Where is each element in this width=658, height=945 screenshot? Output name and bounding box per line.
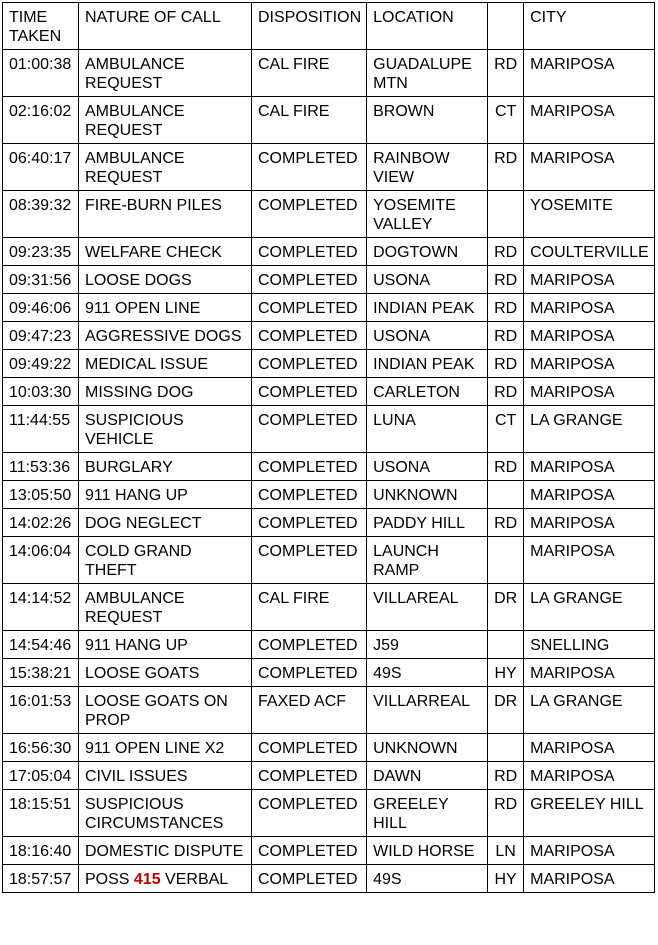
nature-cell: AMBULANCE REQUEST — [79, 584, 252, 631]
city-cell: MARIPOSA — [524, 734, 655, 762]
street-suffix-cell: RD — [488, 762, 524, 790]
location-cell: INDIAN PEAK — [367, 350, 488, 378]
location-cell: CARLETON — [367, 378, 488, 406]
table-row — [3, 537, 655, 584]
city-cell: GREELEY HILL — [524, 790, 655, 837]
disposition-cell: COMPLETED — [252, 734, 367, 762]
location-cell: J59 — [367, 631, 488, 659]
disposition-cell: COMPLETED — [252, 537, 367, 584]
nature-cell: SUSPICIOUS CIRCUMSTANCES — [79, 790, 252, 837]
location-cell: UNKNOWN — [367, 734, 488, 762]
nature-text: VERBAL — [160, 871, 229, 888]
disposition-cell: COMPLETED — [252, 790, 367, 837]
disposition-cell: COMPLETED — [252, 481, 367, 509]
table-row — [3, 790, 655, 837]
city-cell: MARIPOSA — [524, 50, 655, 97]
time-cell: 14:02:26 — [3, 509, 79, 537]
time-cell: 14:14:52 — [3, 584, 79, 631]
time-cell: 09:49:22 — [3, 350, 79, 378]
location-cell: INDIAN PEAK — [367, 294, 488, 322]
nature-cell: MEDICAL ISSUE — [79, 350, 252, 378]
city-cell: MARIPOSA — [524, 865, 655, 893]
time-cell: 14:06:04 — [3, 537, 79, 584]
time-cell: 18:15:51 — [3, 790, 79, 837]
nature-cell: LOOSE DOGS — [79, 266, 252, 294]
header-suffix — [488, 3, 524, 50]
street-suffix-cell — [488, 537, 524, 584]
time-cell: 02:16:02 — [3, 97, 79, 144]
street-suffix-cell — [488, 631, 524, 659]
header-time: TIME TAKEN — [3, 3, 79, 50]
disposition-cell: COMPLETED — [252, 406, 367, 453]
city-cell: LA GRANGE — [524, 406, 655, 453]
city-cell: MARIPOSA — [524, 294, 655, 322]
nature-cell: FIRE-BURN PILES — [79, 191, 252, 238]
street-suffix-cell: RD — [488, 350, 524, 378]
street-suffix-cell: RD — [488, 238, 524, 266]
disposition-cell: COMPLETED — [252, 191, 367, 238]
location-cell: 49S — [367, 659, 488, 687]
city-cell: MARIPOSA — [524, 837, 655, 865]
city-cell: LA GRANGE — [524, 687, 655, 734]
location-cell: BROWN — [367, 97, 488, 144]
time-cell: 01:00:38 — [3, 50, 79, 97]
city-cell: MARIPOSA — [524, 378, 655, 406]
street-suffix-cell — [488, 734, 524, 762]
location-cell: WILD HORSE — [367, 837, 488, 865]
time-cell: 16:56:30 — [3, 734, 79, 762]
nature-cell: 911 HANG UP — [79, 481, 252, 509]
table-row — [3, 837, 655, 865]
table-row — [3, 50, 655, 97]
location-cell: LAUNCH RAMP — [367, 537, 488, 584]
nature-cell: SUSPICIOUS VEHICLE — [79, 406, 252, 453]
street-suffix-cell: LN — [488, 837, 524, 865]
street-suffix-cell: RD — [488, 378, 524, 406]
table-row — [3, 865, 655, 893]
location-cell: RAINBOW VIEW — [367, 144, 488, 191]
time-cell: 08:39:32 — [3, 191, 79, 238]
table-row — [3, 294, 655, 322]
nature-cell: DOMESTIC DISPUTE — [79, 837, 252, 865]
nature-cell: LOOSE GOATS ON PROP — [79, 687, 252, 734]
location-cell: USONA — [367, 266, 488, 294]
highlighted-code: 415 — [133, 871, 161, 888]
city-cell: MARIPOSA — [524, 509, 655, 537]
table-row — [3, 631, 655, 659]
disposition-cell: COMPLETED — [252, 322, 367, 350]
time-cell: 15:38:21 — [3, 659, 79, 687]
nature-cell: WELFARE CHECK — [79, 238, 252, 266]
city-cell: COULTERVILLE — [524, 238, 655, 266]
city-cell: MARIPOSA — [524, 537, 655, 584]
nature-cell: AMBULANCE REQUEST — [79, 97, 252, 144]
street-suffix-cell: CT — [488, 406, 524, 453]
nature-cell: DOG NEGLECT — [79, 509, 252, 537]
time-cell: 09:31:56 — [3, 266, 79, 294]
city-cell: MARIPOSA — [524, 659, 655, 687]
header-disposition: DISPOSITION — [252, 3, 367, 50]
time-cell: 09:23:35 — [3, 238, 79, 266]
header-city: CITY — [524, 3, 655, 50]
nature-cell: COLD GRAND THEFT — [79, 537, 252, 584]
nature-cell: 911 OPEN LINE — [79, 294, 252, 322]
street-suffix-cell: RD — [488, 322, 524, 350]
time-cell: 06:40:17 — [3, 144, 79, 191]
location-cell: GREELEY HILL — [367, 790, 488, 837]
disposition-cell: COMPLETED — [252, 350, 367, 378]
time-cell: 18:16:40 — [3, 837, 79, 865]
location-cell: VILLARREAL — [367, 687, 488, 734]
street-suffix-cell: HY — [488, 659, 524, 687]
street-suffix-cell: RD — [488, 509, 524, 537]
time-cell: 18:57:57 — [3, 865, 79, 893]
header-row — [3, 3, 655, 50]
table-row — [3, 481, 655, 509]
table-row — [3, 509, 655, 537]
location-cell: PADDY HILL — [367, 509, 488, 537]
header-nature: NATURE OF CALL — [79, 3, 252, 50]
disposition-cell: COMPLETED — [252, 837, 367, 865]
time-cell: 14:54:46 — [3, 631, 79, 659]
location-cell: GUADALUPE MTN — [367, 50, 488, 97]
disposition-cell: COMPLETED — [252, 659, 367, 687]
street-suffix-cell: RD — [488, 790, 524, 837]
table-row — [3, 734, 655, 762]
nature-cell: 911 HANG UP — [79, 631, 252, 659]
time-cell: 17:05:04 — [3, 762, 79, 790]
location-cell: YOSEMITE VALLEY — [367, 191, 488, 238]
time-cell: 10:03:30 — [3, 378, 79, 406]
city-cell: SNELLING — [524, 631, 655, 659]
disposition-cell: COMPLETED — [252, 294, 367, 322]
disposition-cell: COMPLETED — [252, 865, 367, 893]
nature-cell — [79, 865, 252, 893]
table-row — [3, 322, 655, 350]
table-row — [3, 762, 655, 790]
street-suffix-cell: CT — [488, 97, 524, 144]
table-row — [3, 238, 655, 266]
location-cell: USONA — [367, 453, 488, 481]
street-suffix-cell — [488, 191, 524, 238]
street-suffix-cell: HY — [488, 865, 524, 893]
nature-cell: MISSING DOG — [79, 378, 252, 406]
table-row — [3, 266, 655, 294]
nature-cell: 911 OPEN LINE X2 — [79, 734, 252, 762]
city-cell: MARIPOSA — [524, 97, 655, 144]
street-suffix-cell: RD — [488, 266, 524, 294]
table-row — [3, 350, 655, 378]
disposition-cell: CAL FIRE — [252, 584, 367, 631]
city-cell: MARIPOSA — [524, 481, 655, 509]
location-cell: LUNA — [367, 406, 488, 453]
time-cell: 16:01:53 — [3, 687, 79, 734]
street-suffix-cell: RD — [488, 294, 524, 322]
disposition-cell: COMPLETED — [252, 762, 367, 790]
table-row — [3, 378, 655, 406]
city-cell: MARIPOSA — [524, 762, 655, 790]
disposition-cell: COMPLETED — [252, 631, 367, 659]
location-cell: DAWN — [367, 762, 488, 790]
disposition-cell: CAL FIRE — [252, 97, 367, 144]
nature-cell: AMBULANCE REQUEST — [79, 144, 252, 191]
location-cell: 49S — [367, 865, 488, 893]
disposition-cell: COMPLETED — [252, 238, 367, 266]
nature-cell: AMBULANCE REQUEST — [79, 50, 252, 97]
disposition-cell: FAXED ACF — [252, 687, 367, 734]
disposition-cell: COMPLETED — [252, 509, 367, 537]
disposition-cell: COMPLETED — [252, 453, 367, 481]
nature-cell: CIVIL ISSUES — [79, 762, 252, 790]
table-row — [3, 687, 655, 734]
disposition-cell: COMPLETED — [252, 378, 367, 406]
street-suffix-cell: RD — [488, 453, 524, 481]
header-location: LOCATION — [367, 3, 488, 50]
nature-cell: BURGLARY — [79, 453, 252, 481]
time-cell: 09:46:06 — [3, 294, 79, 322]
time-cell: 13:05:50 — [3, 481, 79, 509]
table-row — [3, 659, 655, 687]
table-row — [3, 406, 655, 453]
time-cell: 11:44:55 — [3, 406, 79, 453]
nature-text: POSS — [85, 871, 134, 888]
time-cell: 11:53:36 — [3, 453, 79, 481]
table-row — [3, 584, 655, 631]
location-cell: VILLAREAL — [367, 584, 488, 631]
location-cell: DOGTOWN — [367, 238, 488, 266]
city-cell: MARIPOSA — [524, 144, 655, 191]
disposition-cell: COMPLETED — [252, 266, 367, 294]
street-suffix-cell: DR — [488, 687, 524, 734]
city-cell: YOSEMITE — [524, 191, 655, 238]
street-suffix-cell — [488, 481, 524, 509]
city-cell: MARIPOSA — [524, 453, 655, 481]
call-log-table — [2, 2, 655, 893]
disposition-cell: CAL FIRE — [252, 50, 367, 97]
city-cell: LA GRANGE — [524, 584, 655, 631]
location-cell: USONA — [367, 322, 488, 350]
street-suffix-cell: RD — [488, 50, 524, 97]
table-row — [3, 97, 655, 144]
nature-cell: AGGRESSIVE DOGS — [79, 322, 252, 350]
city-cell: MARIPOSA — [524, 266, 655, 294]
street-suffix-cell: RD — [488, 144, 524, 191]
table-row — [3, 453, 655, 481]
time-cell: 09:47:23 — [3, 322, 79, 350]
location-cell: UNKNOWN — [367, 481, 488, 509]
nature-cell: LOOSE GOATS — [79, 659, 252, 687]
city-cell: MARIPOSA — [524, 350, 655, 378]
city-cell: MARIPOSA — [524, 322, 655, 350]
disposition-cell: COMPLETED — [252, 144, 367, 191]
table-row — [3, 144, 655, 191]
table-row — [3, 191, 655, 238]
street-suffix-cell: DR — [488, 584, 524, 631]
